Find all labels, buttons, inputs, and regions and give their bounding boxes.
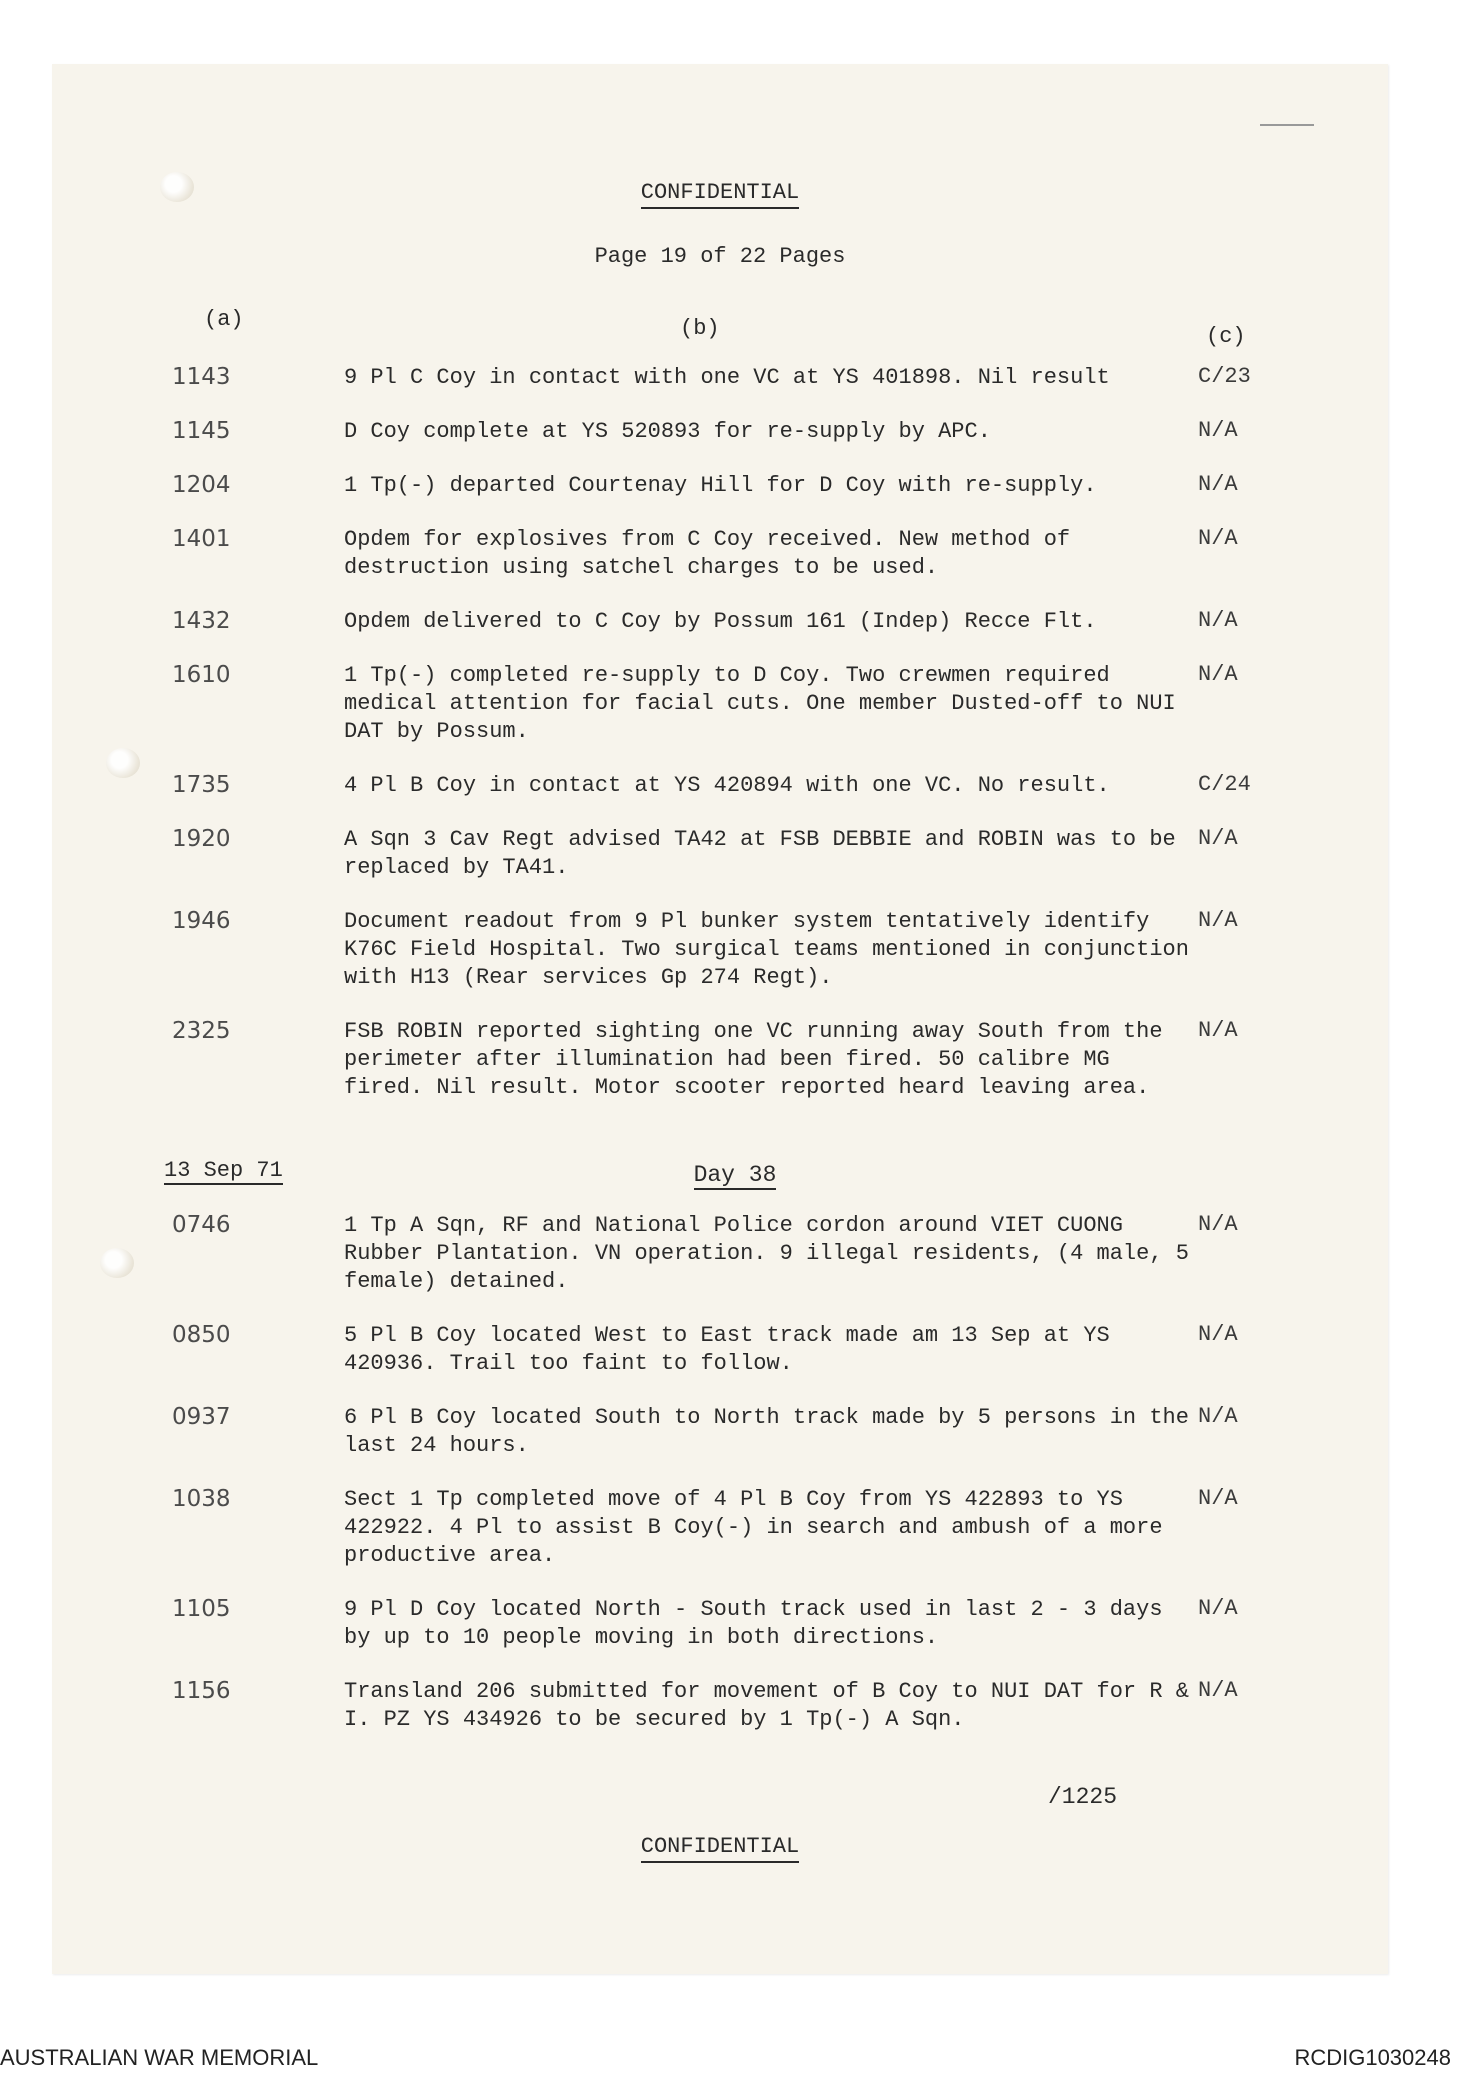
- entry-ref: N/A: [1198, 418, 1238, 443]
- document-page: [52, 64, 1388, 1974]
- entry-text: 1 Tp(-) completed re-supply to D Coy. Two crewmen required medical attention for facial cuts. One member Dusted-off to NUI DAT by Possum.: [344, 663, 1176, 744]
- column-header-a: (a): [204, 307, 244, 332]
- entry-time: 1143: [172, 364, 231, 390]
- entry-time: 1204: [172, 472, 231, 498]
- entry-time: 2325: [172, 1018, 231, 1044]
- edge-mark: [1260, 124, 1314, 126]
- entry-ref: N/A: [1198, 1678, 1238, 1703]
- entry-time: 1038: [172, 1486, 231, 1512]
- entry-ref: N/A: [1198, 1212, 1238, 1237]
- column-header-b: (b): [680, 316, 720, 341]
- entry-time: 1432: [172, 608, 231, 634]
- entry-text: Opdem delivered to C Coy by Possum 161 (Indep) Recce Flt.: [344, 609, 1097, 634]
- entry-text: Document readout from 9 Pl bunker system tentatively identify K76C Field Hospital. Two surgical teams mentioned in conjunction with H13 (Rear services Gp 274 Regt).: [344, 909, 1189, 990]
- entry-time: 1610: [172, 662, 231, 688]
- entry-text: Sect 1 Tp completed move of 4 Pl B Coy from YS 422893 to YS 422922. 4 Pl to assist B Coy(-) in search and ambush of a more productive area.: [344, 1487, 1163, 1568]
- entry-ref: N/A: [1198, 908, 1238, 933]
- entry-text: 6 Pl B Coy located South to North track made by 5 persons in the last 24 hours.: [344, 1405, 1189, 1458]
- staple-hole: [100, 1248, 134, 1278]
- entry-time: 1946: [172, 908, 231, 934]
- entry-ref: N/A: [1198, 472, 1238, 497]
- entry-text: 4 Pl B Coy in contact at YS 420894 with one VC. No result.: [344, 773, 1110, 798]
- entry-time: 1156: [172, 1678, 231, 1704]
- entry-text: 5 Pl B Coy located West to East track made am 13 Sep at YS 420936. Trail too faint to follow.: [344, 1323, 1110, 1376]
- entry-text: 9 Pl D Coy located North - South track used in last 2 - 3 days by up to 10 people moving in both directions.: [344, 1597, 1163, 1650]
- entry-text: D Coy complete at YS 520893 for re-supply by APC.: [344, 419, 991, 444]
- entry-ref: N/A: [1198, 1596, 1238, 1621]
- entry-ref: N/A: [1198, 826, 1238, 851]
- entry-time: 1735: [172, 772, 231, 798]
- entry-ref: N/A: [1198, 662, 1238, 687]
- entry-text: 1 Tp(-) departed Courtenay Hill for D Coy with re-supply.: [344, 473, 1097, 498]
- entry-time: 0937: [172, 1404, 231, 1430]
- classification-bottom: CONFIDENTIAL: [52, 1834, 1388, 1859]
- entry-ref: N/A: [1198, 1322, 1238, 1347]
- continuation-marker: /1225: [1048, 1784, 1118, 1810]
- entry-time: 1105: [172, 1596, 231, 1622]
- classification-top: CONFIDENTIAL: [52, 180, 1388, 205]
- entry-ref: N/A: [1198, 1018, 1238, 1043]
- entry-ref: C/24: [1198, 772, 1251, 797]
- entry-text: 1 Tp A Sqn, RF and National Police cordon around VIET CUONG Rubber Plantation. VN operation. 9 illegal residents, (4 male, 5 female) detained.: [344, 1213, 1189, 1294]
- entry-time: 1920: [172, 826, 231, 852]
- entry-text: FSB ROBIN reported sighting one VC running away South from the perimeter after illumination had been fired. 50 calibre MG fired. Nil result. Motor scooter reported heard leaving area.: [344, 1019, 1163, 1100]
- entry-ref: N/A: [1198, 1404, 1238, 1429]
- entry-text: Opdem for explosives from C Coy received. New method of destruction using satchel charges to be used.: [344, 527, 1071, 580]
- column-header-c: (c): [1206, 324, 1246, 349]
- entry-text: 9 Pl C Coy in contact with one VC at YS 401898. Nil result: [344, 365, 1110, 390]
- entry-time: 0746: [172, 1212, 231, 1238]
- date-heading: 13 Sep 71: [164, 1158, 283, 1183]
- entry-ref: N/A: [1198, 608, 1238, 633]
- entry-time: 1401: [172, 526, 231, 552]
- archive-id: RCDIG1030248: [1294, 2045, 1451, 2070]
- day-heading: Day 38: [693, 1162, 777, 1188]
- entry-text: Transland 206 submitted for movement of B Coy to NUI DAT for R & I. PZ YS 434926 to be secured by 1 Tp(-) A Sqn.: [344, 1679, 1189, 1732]
- entry-ref: N/A: [1198, 1486, 1238, 1511]
- entry-text: A Sqn 3 Cav Regt advised TA42 at FSB DEBBIE and ROBIN was to be replaced by TA41.: [344, 827, 1176, 880]
- archive-credit: AUSTRALIAN WAR MEMORIAL: [0, 2045, 319, 2070]
- entry-time: 0850: [172, 1322, 231, 1348]
- staple-hole: [106, 748, 140, 778]
- page-indicator: Page 19 of 22 Pages: [594, 244, 846, 269]
- entry-ref: C/23: [1198, 364, 1251, 389]
- entry-time: 1145: [172, 418, 231, 444]
- entry-ref: N/A: [1198, 526, 1238, 551]
